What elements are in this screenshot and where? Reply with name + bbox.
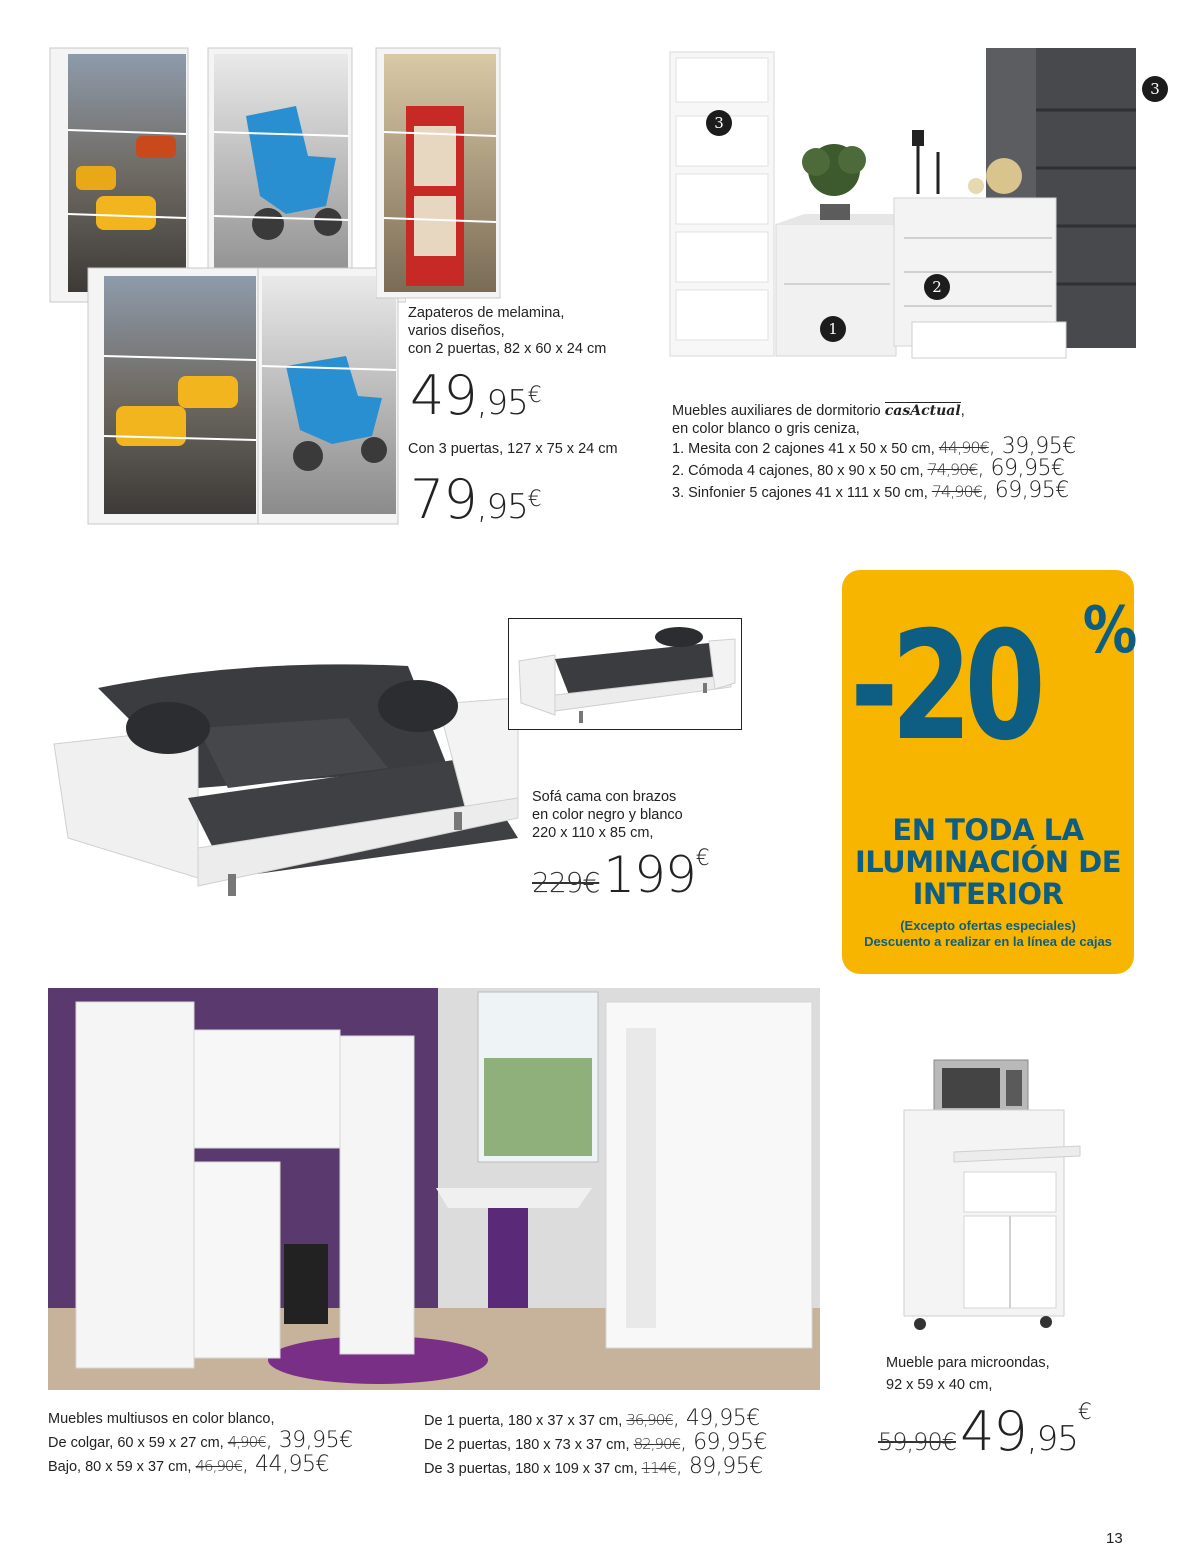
room-illustration — [48, 988, 820, 1390]
multi-left-line-2 — [48, 1430, 428, 1454]
multi-left-2-label: De colgar, 60 x 59 x 27 cm, — [48, 1435, 228, 1451]
shoe-price-2-int: 79 — [410, 468, 477, 531]
multi-left-line-1 — [48, 1408, 428, 1430]
multi-left-line-3 — [48, 1454, 428, 1478]
multipurpose-left-text — [48, 1408, 428, 1478]
microwave-cart-price — [878, 1400, 1091, 1463]
promo-conditions — [842, 918, 1134, 950]
sofa-currency: € — [695, 846, 709, 871]
multi-right-1-new-wrap: , 49,95€ — [672, 1406, 760, 1431]
bedroom-item-3-old-price: 74,90€ — [931, 482, 982, 501]
multi-left-3-new: 44,95€ — [255, 1452, 329, 1477]
marker-3-white-chest: 3 — [706, 110, 732, 136]
bedroom-item-1-old-price: 44,90€ — [938, 438, 989, 457]
phone-box-cabinet-image — [376, 46, 502, 300]
multi-right-1-new: 49,95€ — [685, 1406, 760, 1431]
bedroom-item-1 — [672, 434, 1142, 459]
sofa-bed-image — [48, 648, 526, 898]
marker-2-dresser: 2 — [924, 274, 950, 300]
bedroom-item-1-label: 1. Mesita con 2 cajones 41 x 50 x 50 cm, — [672, 441, 939, 457]
multi-right-3-old: 114€ — [641, 1459, 676, 1477]
casactual-logo: casActual — [884, 403, 961, 419]
promo-headline-line-2: ILUMINACIÓN DE — [854, 845, 1122, 879]
promo-percent — [850, 582, 1138, 802]
shoe-price-3-doors — [410, 468, 541, 535]
multi-left-1-label: Muebles multiusos en color blanco, — [48, 1411, 275, 1427]
multi-left-2-old: 4,90€ — [227, 1433, 266, 1451]
multi-left-3-new-wrap: , 44,95€ — [242, 1452, 329, 1477]
marker-1-nightstand: 1 — [820, 316, 846, 342]
multi-right-2-new: 69,95€ — [693, 1430, 768, 1455]
promo-percent-value: -20 — [850, 600, 1038, 774]
multi-right-line-1 — [424, 1408, 824, 1432]
sofa-desc-line-3: 220 x 110 x 85 cm, — [532, 825, 654, 841]
bedroom-line-2: en color blanco o gris ceniza, — [672, 421, 860, 437]
shoe-price-2-dec: ,95 — [476, 487, 528, 527]
marker-3-grey-chest: 3 — [1142, 76, 1168, 102]
micro-old-price: 59,90€ — [878, 1428, 956, 1456]
multi-left-2-new-wrap: , 39,95€ — [265, 1428, 353, 1453]
shoe-cabinets-image — [46, 46, 406, 526]
sofa-bed-open-illustration — [509, 619, 741, 729]
multi-left-3-label: Bajo, 80 x 59 x 37 cm, — [48, 1459, 196, 1475]
micro-currency: € — [1077, 1400, 1091, 1425]
micro-desc-line-2: 92 x 59 x 40 cm, — [886, 1377, 993, 1393]
shoe-price-2-doors — [410, 364, 541, 431]
bedroom-title-suffix: , — [960, 403, 965, 419]
bedroom-furniture-illustration — [664, 44, 1144, 374]
multi-right-2-new-wrap: , 69,95€ — [680, 1430, 768, 1455]
bedroom-description — [672, 402, 1142, 502]
multipurpose-furniture-image — [48, 988, 820, 1390]
multi-right-2-label: De 2 puertas, 180 x 73 x 37 cm, — [424, 1437, 634, 1453]
microwave-cart-illustration — [894, 1056, 1084, 1332]
multipurpose-right-text — [424, 1408, 824, 1480]
microwave-cart-image — [894, 1056, 1084, 1332]
sofa-bed-illustration — [48, 648, 526, 898]
bedroom-item-3-new-price: , 69,95€ — [981, 478, 1069, 503]
bedroom-item-2-label: 2. Cómoda 4 cajones, 80 x 90 x 50 cm, — [672, 463, 928, 479]
bedroom-item-2-old-price: 74,90€ — [927, 460, 978, 479]
multi-right-3-label: De 3 puertas, 180 x 109 x 37 cm, — [424, 1461, 642, 1477]
promo-discount-badge — [842, 570, 1138, 974]
multi-right-1-label: De 1 puerta, 180 x 37 x 37 cm, — [424, 1413, 627, 1429]
page-number: 13 — [1106, 1530, 1123, 1547]
bedroom-item-1-new-value: 39,95€ — [1001, 434, 1076, 459]
sofa-desc-line-1: Sofá cama con brazos — [532, 789, 677, 805]
multi-left-3-old: 46,90€ — [195, 1457, 242, 1475]
bedroom-item-2-new-price: , 69,95€ — [977, 456, 1065, 481]
promo-headline-line-1: EN TODA LA — [892, 813, 1084, 847]
bedroom-item-2-new-value: 69,95€ — [990, 456, 1065, 481]
bedroom-item-2 — [672, 456, 1142, 481]
multi-right-3-new: 89,95€ — [688, 1454, 763, 1479]
shoe-price-1-currency: € — [527, 383, 541, 408]
promo-percent-sign: % — [1082, 594, 1138, 668]
promo-checkout-note: Descuento a realizar en la línea de cajas — [864, 934, 1112, 949]
bedroom-item-3-label: 3. Sinfonier 5 cajones 41 x 111 x 50 cm, — [672, 485, 932, 501]
bedroom-item-3 — [672, 478, 1142, 503]
multi-left-2-new: 39,95€ — [278, 1428, 353, 1453]
promo-exception-note: (Excepto ofertas especiales) — [900, 918, 1076, 933]
multi-right-1-old: 36,90€ — [626, 1411, 673, 1429]
bedroom-title-line — [672, 402, 1142, 420]
promo-headline — [842, 814, 1134, 910]
shoe-desc-3-doors: Con 3 puertas, 127 x 75 x 24 cm — [408, 441, 618, 457]
micro-price-dec: ,95 — [1026, 1419, 1078, 1459]
shoe-cabinet-description — [408, 304, 668, 358]
sofa-bed-open-inset — [508, 618, 742, 730]
multi-right-line-2 — [424, 1432, 824, 1456]
shoe-price-1-int: 49 — [410, 364, 477, 427]
shoe-cabinets-illustration — [46, 46, 406, 526]
sofa-price — [532, 846, 709, 904]
multi-right-3-new-wrap: , 89,95€ — [675, 1454, 763, 1479]
sofa-old-price: 229€ — [532, 866, 600, 899]
sofa-desc-line-2: en color negro y blanco — [532, 807, 683, 823]
shoe-desc-line-1: Zapateros de melamina, — [408, 305, 565, 321]
micro-desc-line-1: Mueble para microondas, — [886, 1355, 1050, 1371]
bedroom-title-prefix: Muebles auxiliares de dormitorio — [672, 403, 881, 419]
phone-box-illustration — [376, 46, 502, 300]
multi-right-line-3 — [424, 1456, 824, 1480]
micro-price-int: 49 — [960, 1400, 1027, 1463]
shoe-price-2-currency: € — [527, 487, 541, 512]
promo-headline-line-3: INTERIOR — [912, 877, 1064, 911]
multi-right-2-old: 82,90€ — [633, 1435, 681, 1453]
shoe-desc-line-2: varios diseños, — [408, 323, 505, 339]
shoe-desc-line-3: con 2 puertas, 82 x 60 x 24 cm — [408, 341, 607, 357]
sofa-description — [532, 788, 772, 842]
bedroom-furniture-image — [664, 44, 1144, 374]
bedroom-item-3-new-value: 69,95€ — [994, 478, 1069, 503]
bedroom-item-1-new-price: , 39,95€ — [988, 434, 1076, 459]
shoe-price-1-dec: ,95 — [476, 383, 528, 423]
sofa-new-price: 199 — [603, 846, 696, 904]
microwave-cart-description — [886, 1352, 1126, 1396]
